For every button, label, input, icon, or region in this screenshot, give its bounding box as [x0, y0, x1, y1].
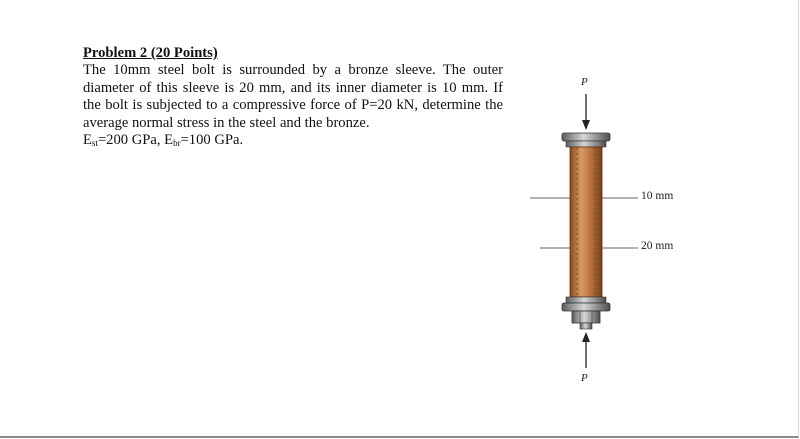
- problem-text: The 10mm steel bolt is surrounded by a bronze sleeve. The outer diameter of this sleeve is 20 mm, and its inner diameter is 10 mm. If the bolt is subjected to a compressive force of P=20 kN, determine the average normal stress in the steel and the bronze.: [83, 62, 503, 131]
- steel-modulus-subscript: st: [91, 138, 98, 149]
- bottom-washer-nut: [562, 297, 610, 329]
- bolt-sleeve-drawing: [520, 70, 720, 400]
- bronze-modulus-subscript: br: [173, 138, 181, 149]
- bottom-load-label: P: [581, 372, 588, 384]
- bolt-sleeve-figure: [520, 70, 720, 400]
- top-washer: [562, 133, 610, 147]
- steel-modulus-symbol: E: [83, 132, 92, 149]
- inner-diameter-label: 10 mm: [641, 190, 674, 202]
- steel-modulus-value: =200 GPa,: [97, 132, 165, 149]
- outer-diameter-label: 20 mm: [641, 240, 674, 252]
- top-load-arrow: [582, 94, 590, 130]
- material-moduli: [83, 132, 503, 152]
- problem-title: Problem 2 (20 Points): [83, 45, 218, 61]
- problem-statement: [83, 45, 503, 152]
- bronze-modulus-value: =100 GPa.: [180, 132, 244, 149]
- bronze-sleeve: [570, 147, 602, 297]
- top-load-label: P: [581, 76, 588, 88]
- bronze-modulus-symbol: E: [164, 132, 174, 149]
- bottom-load-arrow: [582, 332, 590, 368]
